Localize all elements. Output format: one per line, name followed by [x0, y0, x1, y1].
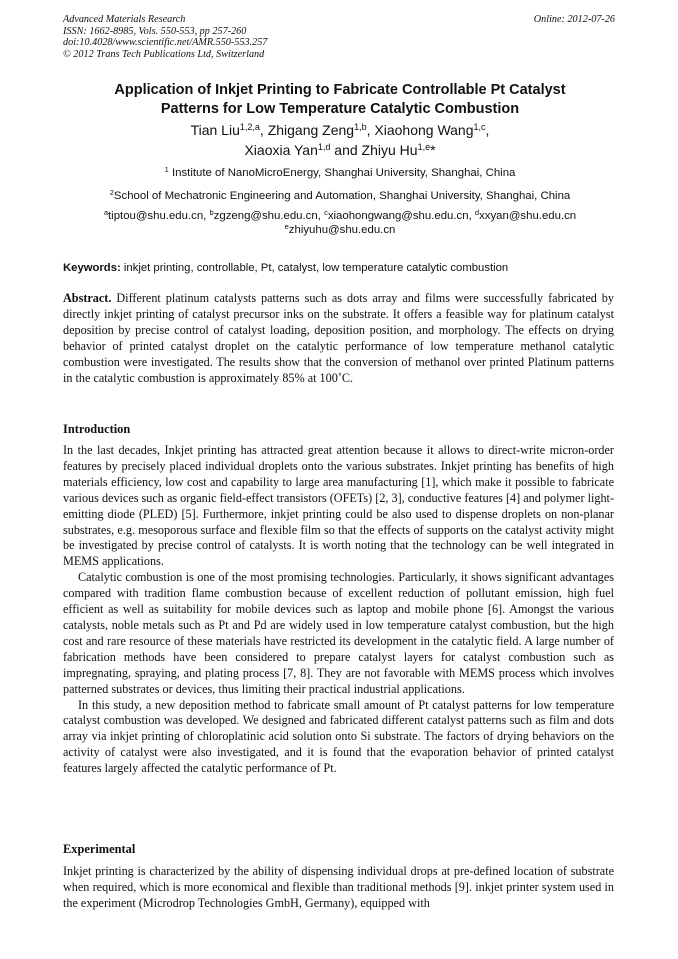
keywords: [63, 262, 619, 274]
intro-paragraph-2: Catalytic combustion is one of the most promising technologies. Particularly, it shows significant advantages compared with tradition flame combustion because of excellent reduction of pollutant emission, high fuel efficient as well as suitability for mobile devices such as laptop and mobile phone [6]. Amongst the various catalysts, noble metals such as Pt and Pd are widely used in low temperature catalyst combustion, but the high cost and rare resource of these materials have restricted its development in the catalytic field. A large number of fabrication methods have been considered to prepare catalyst layers for catalyst combustion such as impregnating, spraying, and plating process [7, 8]. They are not favorable with MEMS process which involves patterned substrates or devices, thus limiting their practical industrial applications.: [63, 570, 614, 696]
title-line-2: Patterns for Low Temperature Catalytic Combustion: [160, 101, 520, 117]
keywords-text: inkjet printing, controllable, Pt, catalyst, low temperature catalytic combustion: [120, 262, 509, 274]
author-affil-sup: 1,b: [354, 122, 367, 132]
abstract-text: Different platinum catalysts patterns such as dots array and films were successfully fabricated by directly inkjet printing of catalyst precursor inks on the substrate. It offers a feasible way for platinum catalyst deposition by precise control of catalyst loading, deposition position, and morphology. The effects on drying behavior of printed catalyst droplet on the catalytic performance of low temperature methanol catalytic combustion were investigated. The results show that the conversion of methanol over printed Platinum patterns in the catalytic combustion is approximately 85% at 100˚C.: [63, 291, 614, 385]
affiliation-2: [40, 189, 640, 203]
paper-title: [60, 81, 620, 119]
email-sup: b: [209, 208, 214, 217]
email-link[interactable]: xiaohongwang@shu.edu.cn: [327, 210, 469, 222]
abstract: [63, 291, 614, 386]
email-link[interactable]: xxyan@shu.edu.cn: [479, 210, 577, 222]
email-link[interactable]: tiptou@shu.edu.cn: [108, 210, 204, 222]
experimental-paragraph: Inkjet printing is characterized by the ability of dispensing individual drops at pre-defined location of substrate when required, which is more economical and flexible than traditional methods [9]. inkjet printer system used in the experiment (Microdrop Technologies GmbH, Germany), equipped with: [63, 864, 614, 910]
affiliation-1: [40, 166, 640, 180]
email-line-2: [40, 223, 640, 237]
email-sup: d: [474, 208, 480, 217]
experimental-heading: Experimental: [63, 842, 136, 856]
author-line-2: [60, 141, 620, 161]
affiliation-sup: 2: [109, 188, 114, 197]
online-date: Online: 2012-07-26: [533, 14, 615, 25]
experimental-body: [63, 864, 614, 912]
intro-paragraph-3: In this study, a new deposition method to fabricate small amount of Pt catalyst patterns for low temperature catalyst combustion was developed. We designed and fabricated different catalyst patterns such as film and dots array via inkjet printing of chloroplatinic acid solution onto Si substrate. The factors of drying behaviors on the activity of catalyst were also investigated, and it is found that the evaporation behavior of printed catalyst features largely affected the catalytic performance of Pt.: [63, 697, 614, 776]
intro-paragraph-1: In the last decades, Inkjet printing has attracted great attention because it allows to direct-write micron-order features by precisely placed individual droplets onto the various substrates. Inkjet printing has benefits of high materials efficiency, low cost and capability to large area manufacturing [1], which make it possible to fabricate various devices such as organic field-effect transistors (OFETs) [2, 3], conductive features [4] and polymer light-emitting diode (PLED) [5]. Furthermore, inkjet printing could be also used to dispense droplets on non-planar substrates, e.g. mesoporous surface and flexible film so that the effects of supports on the catalyst activity might be investigated by precise control of catalysts. It is worth noting that the technology can be well integrated in MEMS applications.: [63, 443, 614, 569]
author-affil-sup: 1,c: [473, 122, 486, 132]
email-sup: a: [103, 208, 108, 217]
copyright-line: © 2012 Trans Tech Publications Ltd, Switzerland: [63, 48, 265, 60]
introduction-heading: Introduction: [63, 422, 131, 436]
affiliation-text: Institute of NanoMicroEnergy, Shanghai University, Shanghai, China: [168, 167, 516, 179]
author-affil-sup: 1,d: [317, 141, 331, 152]
affiliation-text: School of Mechatronic Engineering and Automation, Shanghai University, Shanghai, China: [113, 190, 571, 202]
author-name: Xiaohong Wang: [374, 122, 474, 138]
issn-line: ISSN: 1662-8985, Vols. 550-553, pp 257-260: [63, 25, 247, 37]
journal-header: [63, 14, 267, 60]
title-line-1: Application of Inkjet Printing to Fabricate Controllable Pt Catalyst: [114, 82, 566, 98]
abstract-paragraph: [63, 291, 614, 386]
email-line-1: $^a$tiptou@shu.edu.cn, $^b$zgzeng@shu.edu.cn, $^c$xiaohongwang@shu.edu.cn, $^d$xxyan@shu.edu.cn: [103, 208, 577, 222]
author-separator: ,: [259, 122, 268, 138]
author-name: Tian Liu: [190, 122, 240, 138]
journal-name: Advanced Materials Research: [63, 14, 186, 25]
affiliation-sup: 1: [164, 165, 169, 174]
introduction-body: [63, 443, 614, 777]
author-separator: ,: [485, 122, 490, 138]
author-list: [60, 121, 620, 160]
email-sup: e: [284, 222, 289, 231]
author-name: Xiaoxia Yan: [244, 141, 318, 158]
author-line-1: [60, 121, 620, 141]
doi-line[interactable]: doi:10.4028/www.scientific.net/AMR.550-553.257: [63, 37, 268, 49]
corresponding-star: *: [430, 141, 436, 158]
author-affil-sup: 1,2,a: [239, 122, 260, 132]
email-link[interactable]: zhiyuhu@shu.edu.cn: [288, 224, 396, 236]
author-name: Zhiyu Hu: [361, 141, 418, 158]
abstract-label: Abstract.: [63, 291, 112, 305]
email-sup: c: [324, 208, 328, 217]
author-name: Zhigang Zeng: [267, 122, 355, 138]
email-list: [40, 209, 640, 237]
author-separator: ,: [366, 122, 375, 138]
keywords-label: Keywords:: [63, 262, 121, 274]
email-link[interactable]: zgzeng@shu.edu.cn: [213, 210, 318, 222]
author-affil-sup: 1,e: [417, 141, 431, 152]
author-and: and: [330, 141, 362, 158]
